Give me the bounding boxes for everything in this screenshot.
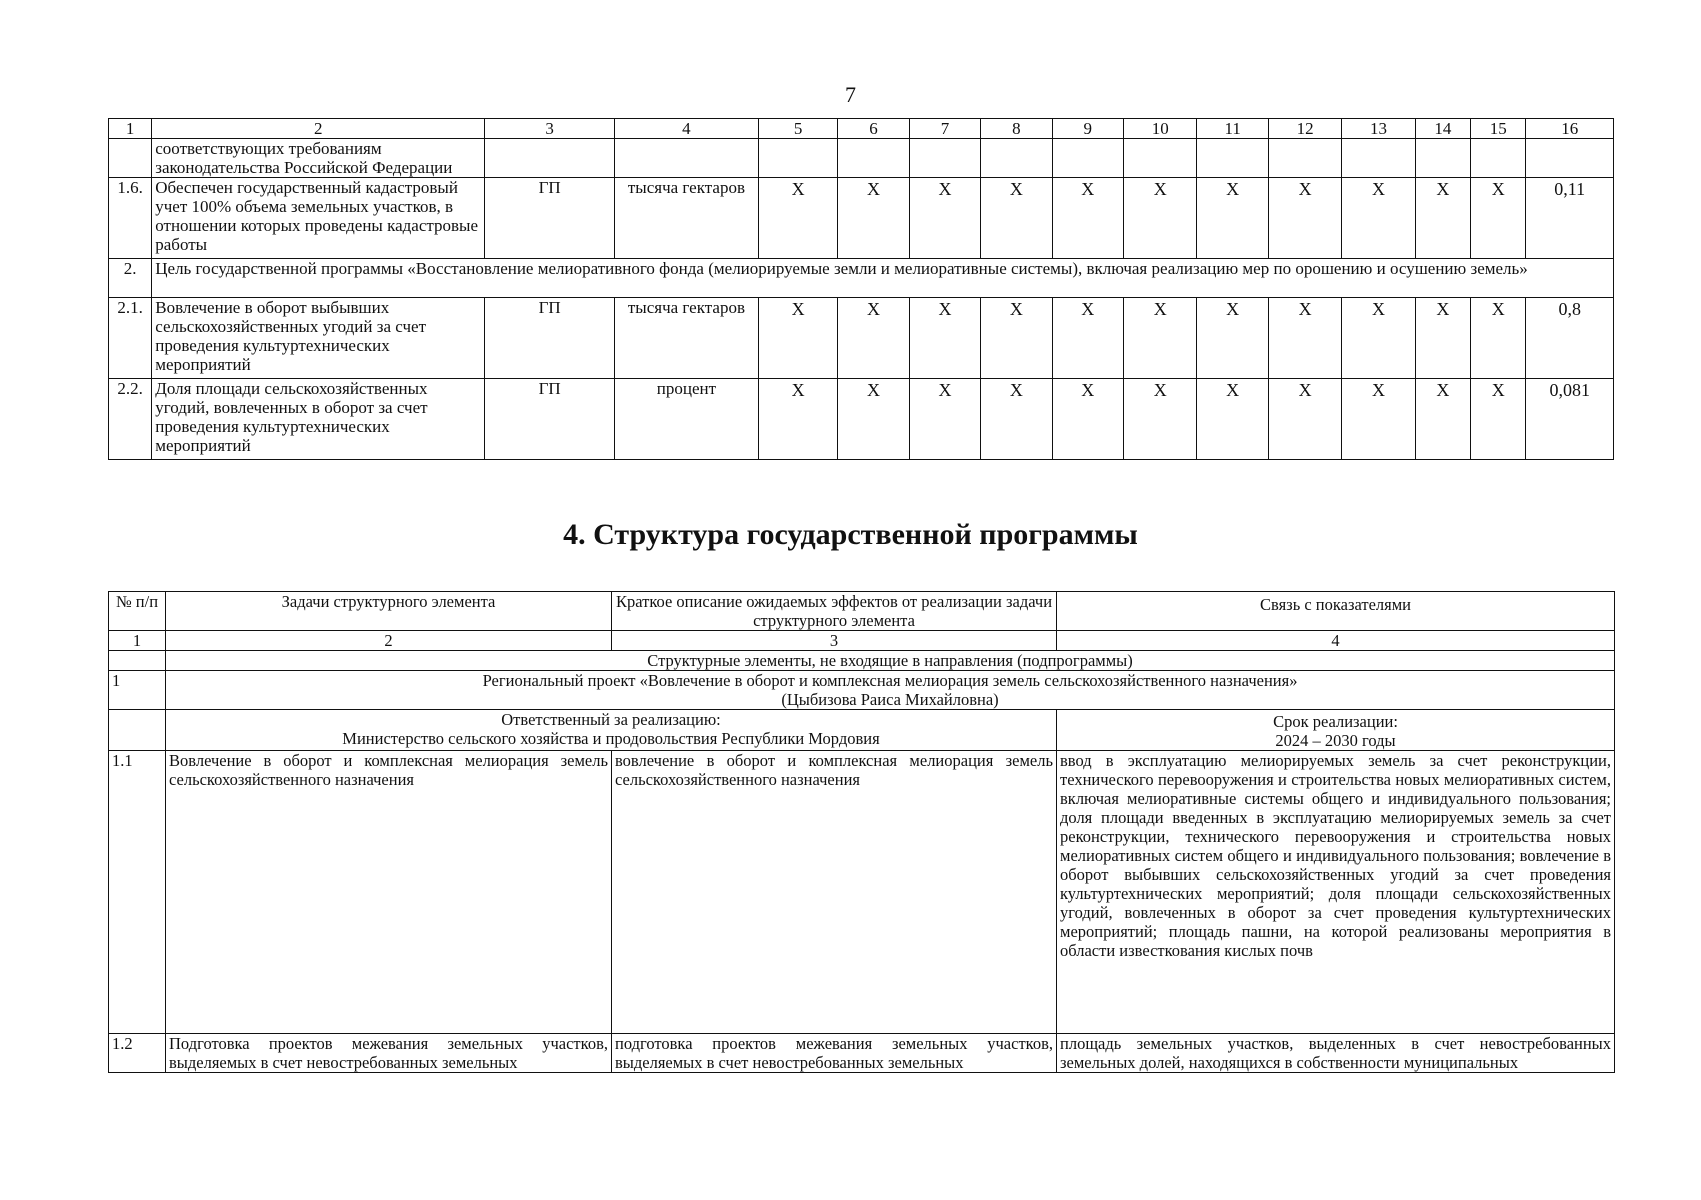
indicator-name: Вовлечение в оборот выбывших сельскохозяйственных угодий за счет проведения культуртехнических мероприятий (152, 298, 485, 379)
row-number: 2.2. (109, 379, 152, 460)
row-number: 1.2 (109, 1034, 166, 1073)
indicator-name: Доля площади сельскохозяйственных угодий, вовлеченных в оборот за счет проведения культуртехнических мероприятий (152, 379, 485, 460)
mark-cell: X (1415, 298, 1470, 379)
mark-cell: X (838, 379, 909, 460)
section-label: Структурные элементы, не входящие в направления (подпрограммы) (166, 651, 1615, 671)
mark-cell: X (1197, 178, 1268, 259)
col-number: 2 (166, 631, 612, 651)
table-row (109, 259, 1614, 298)
col-number: 11 (1197, 119, 1268, 139)
mark-cell: X (1124, 178, 1197, 259)
mark-cell: X (1415, 178, 1470, 259)
row-number: 2. (109, 259, 152, 298)
mark-cell: X (981, 298, 1052, 379)
mark-cell: X (1268, 178, 1341, 259)
project-cell (166, 671, 1615, 710)
responsible-org: Министерство сельского хозяйства и продовольствия Республики Мордовия (342, 729, 880, 748)
indicator-links: ввод в эксплуатацию мелиорируемых земель за счет реконструкции, технического перевооружения и строительства новых мелиоративных систем, включая мелиоративные системы общего и индивидуального пользования; доля площади введенных в эксплуатацию мелиорируемых земель за счет реконструкции, технического перевооружения и строительства новых мелиоративных систем общего и индивидуального пользования; вовлечение в оборот выбывших сельскохозяйственных угодий за счет проведения культуртехнических мероприятий; доля площади сельскохозяйственных угодий, вовлеченных в оборот за счет проведения культуртехнических мероприятий; площадь пашни, на которой реализованы мероприятия в области известкования кислых почв (1057, 751, 1615, 1034)
mark-cell: X (1268, 379, 1341, 460)
task-text: Подготовка проектов межевания земельных участков, выделяемых в счет невостребованных земельных (166, 1034, 612, 1073)
structure-table (108, 591, 1615, 1073)
row-number: 2.1. (109, 298, 152, 379)
row-number: 1.6. (109, 178, 152, 259)
col-number: 13 (1342, 119, 1415, 139)
section-row (109, 651, 1615, 671)
indicator-name: Обеспечен государственный кадастровый учет 100% объема земельных участков, в отношении которых проведены кадастровые работы (152, 178, 485, 259)
col-number: 1 (109, 119, 152, 139)
indicator-level: ГП (485, 298, 615, 379)
effect-text: подготовка проектов межевания земельных участков, выделяемых в счет невостребованных земельных (612, 1034, 1057, 1073)
mark-cell: X (1471, 178, 1526, 259)
mark-cell: X (1052, 379, 1123, 460)
table-row (109, 1034, 1615, 1073)
mark-cell: X (909, 379, 980, 460)
goal-text: Цель государственной программы «Восстановление мелиоративного фонда (мелиорируемые земли и мелиоративные системы), включая реализацию мер по орошению и осушению земель» (152, 259, 1614, 298)
col-number: 2 (152, 119, 485, 139)
col-number: 9 (1052, 119, 1123, 139)
mark-cell: X (838, 178, 909, 259)
mark-cell: X (1342, 379, 1415, 460)
mark-cell: X (909, 298, 980, 379)
col-number: 7 (909, 119, 980, 139)
header-num: № п/п (109, 592, 166, 631)
mark-cell: X (1197, 379, 1268, 460)
col-number: 14 (1415, 119, 1470, 139)
mark-cell: X (909, 178, 980, 259)
target-value: 0,081 (1526, 379, 1614, 460)
mark-cell: X (981, 379, 1052, 460)
task-text: Вовлечение в оборот и комплексная мелиорация земель сельскохозяйственного назначения (166, 751, 612, 1034)
table-row (109, 751, 1615, 1034)
project-title: Региональный проект «Вовлечение в оборот и комплексная мелиорация земель сельскохозяйственного назначения» (482, 671, 1298, 690)
effect-text: вовлечение в оборот и комплексная мелиорация земель сельскохозяйственного назначения (612, 751, 1057, 1034)
indicator-level: ГП (485, 379, 615, 460)
mark-cell: X (1197, 298, 1268, 379)
header-tasks: Задачи структурного элемента (166, 592, 612, 631)
mark-cell: X (1268, 298, 1341, 379)
column-number-row (109, 631, 1615, 651)
mark-cell: X (1415, 379, 1470, 460)
header-links: Связь с показателями (1057, 592, 1615, 631)
col-number: 8 (981, 119, 1052, 139)
mark-cell: X (1342, 298, 1415, 379)
term-value: 2024 – 2030 годы (1275, 731, 1396, 750)
col-number: 3 (485, 119, 615, 139)
col-number: 1 (109, 631, 166, 651)
section-title: 4. Структура государственной программы (563, 518, 1138, 551)
target-value: 0,11 (1526, 178, 1614, 259)
mark-cell: X (1052, 298, 1123, 379)
col-number: 6 (838, 119, 909, 139)
mark-cell: X (1471, 379, 1526, 460)
mark-cell: X (1471, 298, 1526, 379)
term-label: Срок реализации: (1273, 712, 1398, 731)
col-number: 16 (1526, 119, 1614, 139)
term-cell (1057, 710, 1615, 751)
target-value: 0,8 (1526, 298, 1614, 379)
col-number: 5 (758, 119, 837, 139)
mark-cell: X (758, 178, 837, 259)
indicator-unit: тысяча гектаров (615, 178, 759, 259)
mark-cell: X (838, 298, 909, 379)
indicator-links: площадь земельных участков, выделенных в счет невостребованных земельных долей, находящихся в собственности муниципальных (1057, 1034, 1615, 1073)
col-number: 10 (1124, 119, 1197, 139)
row-number: 1.1 (109, 751, 166, 1034)
project-number: 1 (109, 671, 166, 710)
responsible-row (109, 710, 1615, 751)
indicator-unit: тысяча гектаров (615, 298, 759, 379)
responsible-label: Ответственный за реализацию: (501, 710, 721, 729)
col-number: 4 (615, 119, 759, 139)
indicator-unit: процент (615, 379, 759, 460)
table-row (109, 178, 1614, 259)
column-number-row (109, 119, 1614, 139)
table-row (109, 298, 1614, 379)
indicator-name-continuation: соответствующих требованиям законодательства Российской Федерации (152, 139, 485, 178)
page-number: 7 (845, 82, 856, 107)
header-row (109, 592, 1615, 631)
mark-cell: X (1124, 379, 1197, 460)
indicators-table (108, 118, 1614, 460)
mark-cell: X (981, 178, 1052, 259)
mark-cell: X (758, 298, 837, 379)
header-effects: Краткое описание ожидаемых эффектов от реализации задачи структурного элемента (612, 592, 1057, 631)
mark-cell: X (758, 379, 837, 460)
mark-cell: X (1342, 178, 1415, 259)
col-number: 4 (1057, 631, 1615, 651)
table-row (109, 379, 1614, 460)
col-number: 15 (1471, 119, 1526, 139)
col-number: 12 (1268, 119, 1341, 139)
project-curator: (Цыбизова Раиса Михайловна) (781, 690, 999, 709)
col-number: 3 (612, 631, 1057, 651)
responsible-cell (166, 710, 1057, 751)
project-row (109, 671, 1615, 710)
mark-cell: X (1052, 178, 1123, 259)
indicator-level: ГП (485, 178, 615, 259)
table-row (109, 139, 1614, 178)
mark-cell: X (1124, 298, 1197, 379)
